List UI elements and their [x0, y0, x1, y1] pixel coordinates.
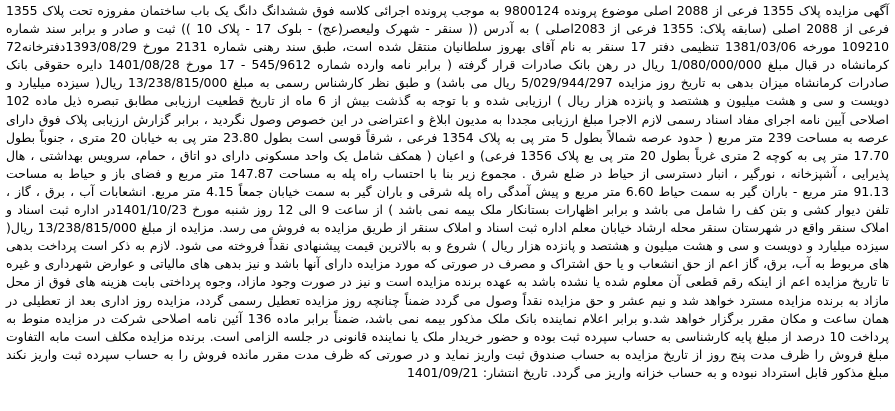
notice-paragraph: [6, 2, 889, 382]
notice-body-text: آگهی مزایده پلاک 1355 فرعی از 2088 اصلی موضوع پرونده 9800124 به موجب پرونده اجرائی کلاسه فوق ششدانگ دانگ یک باب ساختمان مفروزه تحت پلاک 1355 فرعی از 2088 اصلی (سابقه پلاک: 1355 فرعی از 2083اصلی ) به آدرس (( سنقر - شهرک ولیعصر(عج) - بلوک 17 - پلاک 10 )) ثبت و صادر و برابر سند شماره 109210 مورخه 1381/03/06 تنظیمی دفتر 17 سنقر به نام آقای بهروز سلطانیان منتقل شده است، طبق سند رهنی شماره 2131 مورخ 1393/08/29دفترخانه72 کرمانشاه در قبال مبلغ 1/080/000/000 ریال در رهن بانک صادرات قرار گرفته ( برابر نامه وارده شماره 545/9612 - 17 مورخ 1401/08/28 دایره حقوقی بانک صادرات کرمانشاه میزان بدهی به تاریخ روز مزایده 5/029/944/297 ریال می باشد) و طبق نظر کارشناس رسمی به مبلغ 13/238/815/000 ریال( سیزده میلیارد و دویست و سی و هشت میلیون و هشتصد و پانزده هزار ریال ) ارزیابی شده و با توجه به گذشت بیش از 6 ماه از تاریخ قطعیت ارزیابی مطابق تبصره ذیل ماده 102 اصلاحی آیین نامه اجرای مفاد اسناد رسمی لازم الاجرا مبلغ ارزیابی مجددا به مدیون ابلاغ و اعتراضی در این خصوص وصول نگردید ، برابر گزارش ارزیابی پلاک فوق دارای عرصه به مساحت 239 متر مربع ( حدود عرصه شمالاً بطول 5 متر پی به پلاک 1354 فرعی ، شرقاً قوسی است بطول 23.80 متر پی به خیابان 20 متری ، جنوباً بطول 17.70 متر پی به کوچه 2 متری غرباً بطول 20 متر پی بع پلاک 1356 فرعی) و اعیان ( همکف شامل یک واحد مسکونی دارای دو اتاق ، حمام، سرویس بهداشتی ، هال پذیرایی ، آشپزخانه ، نورگیر ، انبار دسترسی از حیاط در ضلع شرق . مجموع زیر بنا با احتساب راه پله به مساحت 147.87 متر مربع و فضای باز و حیاط به مساحت 91.13 متر مربع - باران گیر به سمت حیاط 6.60 متر مربع و پیش آمدگی راه پله شرقی و باران گیر به سمت خیابان جمعاً 4.15 متر مربع. انشعابات آب ، برق ، گاز ، تلفن دیوار کشی و بتن کف را شامل می باشد و برابر اظهارات بستانکار ملک بیمه نمی باشد ) از ساعت 9 الی 12 روز شنبه مورخ 1401/10/23در اداره ثبت اسناد و املاک سنقر واقع در شهرستان سنقر محله ارشاد خیابان معلم اداره ثبت اسناد و املاک سنقر از طریق مزایده به فروش می رسد. مزایده از مبلغ 13/238/815/000 ریال( سیزده میلیارد و دویست و سی و هشت میلیون و هشتصد و پانزده هزار ریال ) شروع و به بالاترین قیمت پیشنهادی نقداً فروخته می شود. لازم به ذکر است پرداخت بدهی های مربوط به آب، برق، گاز اعم از حق انشعاب و یا حق اشتراک و مصرف در صورتی که مورد مزایده دارای آنها باشد و نیز بدهی های مالیاتی و عوارض شهرداری و غیره تا تاریخ مزایده اعم از اینکه رقم قطعی آن معلوم شده یا نشده باشد به عهده برنده مزایده است و نیز در صورت وجود مازاد، وجوه پرداختی بابت هزینه های فوق از محل مازاد به برنده مزایده مسترد خواهد شد و نیم عشر و حق مزایده نقداً وصول می گردد ضمناً چنانچه روز مزایده تعطیل رسمی گردد، مزایده روز اداری بعد از تعطیلی در همان ساعت و مکان مقرر برگزار خواهد شد.و برابر اعلام نماینده بانک ملک مذکور بیمه نمی باشد، ضمناً برابر ماده 136 آئین نامه اصلاحی شرکت در مزایده منوط به پرداخت 10 درصد از مبلغ پایه کارشناسی به حساب سپرده ثبت بوده و حضور خریدار ملک یا نماینده قانونی در جلسه الزامی است. برنده مزایده مکلف است مابه التفاوت مبلغ فروش را ظرف مدت پنج روز از تاریخ مزایده به حساب صندوق ثبت واریز نماید و در صورتی که ظرف مدت مقرر مانده فروش را به حساب سپرده ثبت واریز نکند مبلغ مذکور قابل استرداد نبوده و به حساب خزانه واریز می گردد. تاریخ انتشار:: [6, 3, 890, 380]
publish-date: 1401/09/21: [407, 364, 479, 380]
